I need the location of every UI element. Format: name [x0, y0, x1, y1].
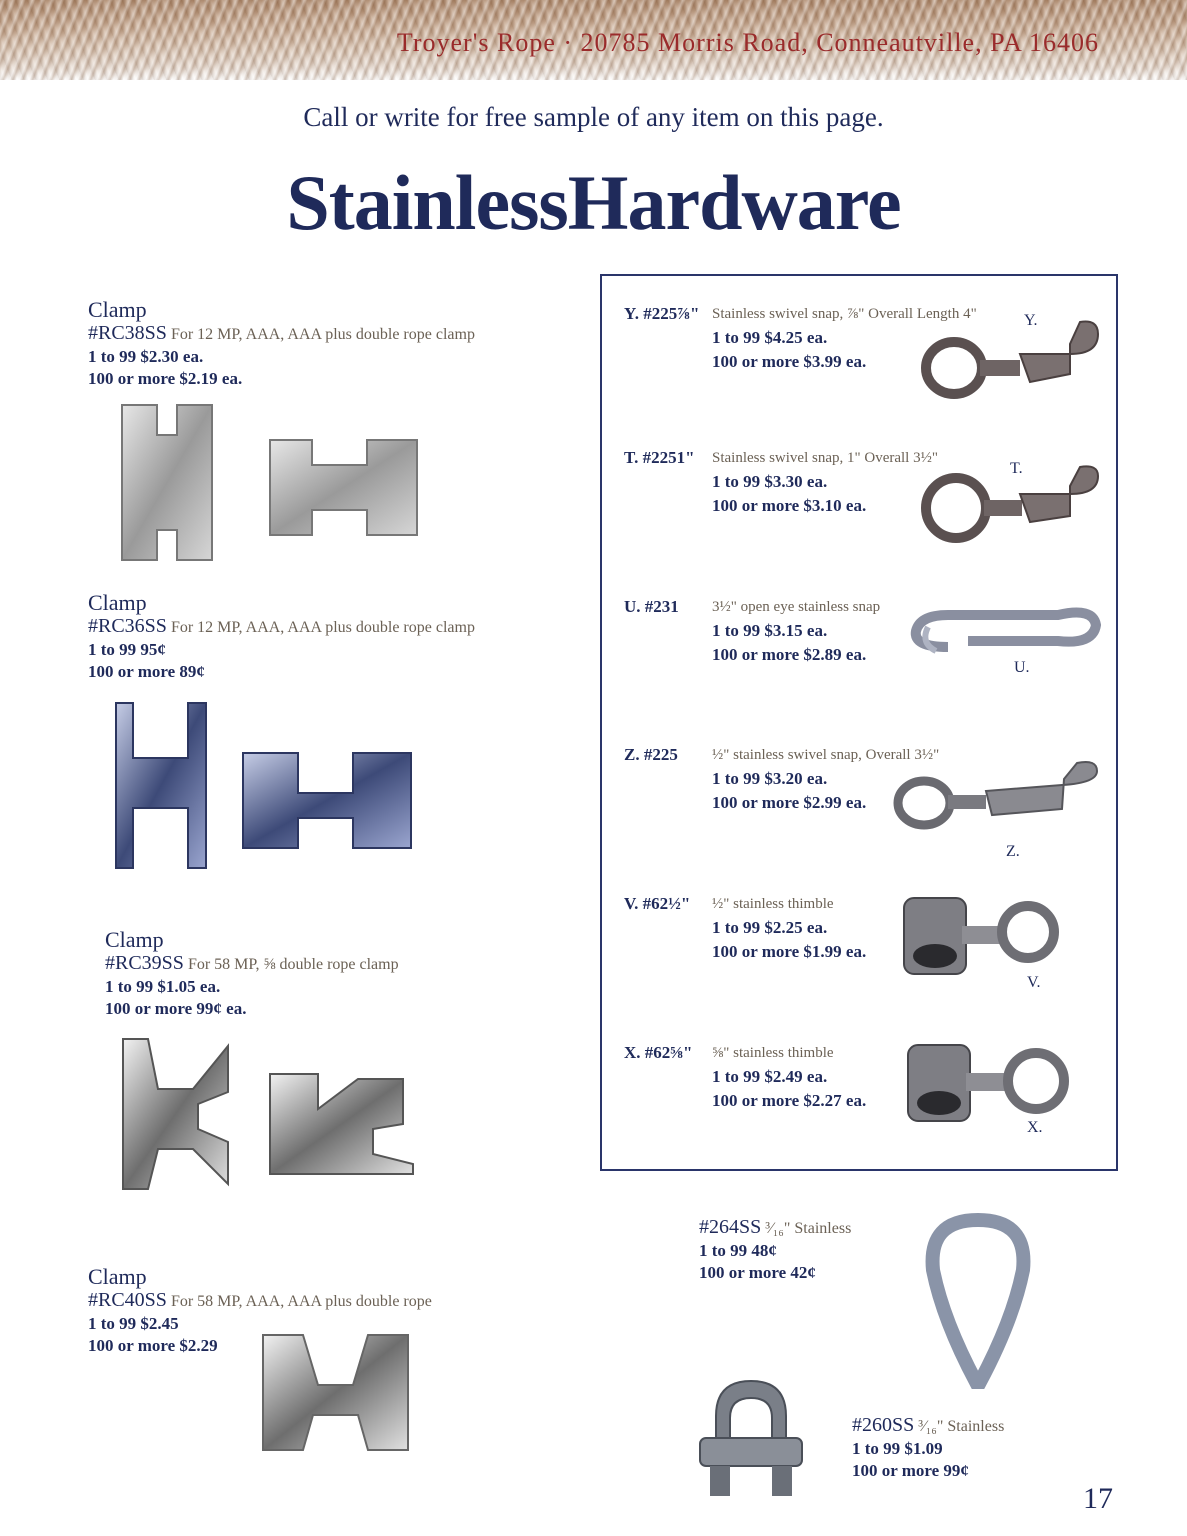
snap-code: V. #62½"	[624, 894, 691, 913]
clamp-price-1: 1 to 99 $1.05 ea.	[105, 977, 221, 996]
clamp-desc: For 12 MP, AAA, AAA plus double rope clamp	[170, 326, 475, 343]
clamp-rc36ss	[88, 591, 475, 683]
snap-item-x	[602, 1043, 1116, 1153]
snap-item-z	[602, 745, 1116, 865]
snap-label: U.	[1014, 659, 1030, 676]
snap-label: X.	[1027, 1119, 1043, 1136]
snap-price-2: 100 or more $3.99 ea.	[712, 352, 867, 371]
wire-thimble-image	[918, 1210, 1038, 1390]
snap-code: T. #2251"	[624, 448, 695, 467]
clamp-code: #RC39SS	[105, 952, 184, 974]
clamp-code: #RC36SS	[88, 615, 167, 637]
snap-desc: ⅝" stainless thimble	[712, 1045, 834, 1061]
clamp-heading: Clamp	[88, 297, 147, 322]
clamp-code: #RC40SS	[88, 1289, 167, 1311]
snap-label: Z.	[1006, 843, 1020, 860]
snap-desc: 3½" open eye stainless snap	[712, 599, 881, 615]
snap-price-2: 100 or more $2.89 ea.	[712, 645, 867, 664]
snap-item-y	[602, 304, 1116, 414]
snap-desc: ½" stainless swivel snap, Overall 3½"	[712, 747, 940, 763]
clamp-rc38ss	[88, 298, 475, 390]
clamp-price-1: 1 to 99 95¢	[88, 640, 166, 659]
snap-price-2: 100 or more $2.27 ea.	[712, 1091, 867, 1110]
snap-label: V.	[1027, 974, 1041, 991]
snap-price-1: 1 to 99 $2.25 ea.	[712, 918, 828, 937]
snap-item-t	[602, 448, 1116, 558]
swivel-snap-z-image	[892, 765, 1102, 840]
header-address: Troyer's Rope · 20785 Morris Road, Conneautville, PA 16406	[396, 28, 1099, 57]
clamp-desc: For 58 MP, ⅝ double rope clamp	[187, 956, 399, 973]
wire-clip-code: #260SS	[852, 1414, 915, 1436]
snap-code: U. #231	[624, 597, 679, 616]
thimble-264ss	[699, 1216, 851, 1284]
wire-clip-price-2: 100 or more 99¢	[852, 1461, 969, 1480]
snap-label: Y.	[1024, 312, 1038, 329]
snap-price-1: 1 to 99 $3.20 ea.	[712, 769, 828, 788]
snap-code: Y. #225⅞"	[624, 304, 700, 323]
thimble-code: #264SS	[699, 1216, 762, 1238]
wire-clip-desc: ³⁄₁₆" Stainless	[918, 1418, 1005, 1435]
snap-price-1: 1 to 99 $3.30 ea.	[712, 472, 828, 491]
wire-rope-clip-image	[696, 1376, 806, 1500]
snap-price-2: 100 or more $3.10 ea.	[712, 496, 867, 515]
snap-code: X. #62⅝"	[624, 1043, 693, 1062]
thimble-price-2: 100 or more 42¢	[699, 1263, 816, 1282]
clamp-price-2: 100 or more 99¢ ea.	[105, 999, 247, 1018]
snap-code: Z. #225	[624, 745, 678, 764]
clamp-price-1: 1 to 99 $2.45	[88, 1314, 179, 1333]
clamp-code: #RC38SS	[88, 322, 167, 344]
clamp-price-1: 1 to 99 $2.30 ea.	[88, 347, 204, 366]
open-eye-snap-u-image	[908, 597, 1100, 667]
clamp-rc40ss-image	[258, 1330, 418, 1460]
thimble-price-1: 1 to 99 48¢	[699, 1241, 777, 1260]
wire-clip-260ss	[852, 1414, 1004, 1482]
snap-price-2: 100 or more $2.99 ea.	[712, 793, 867, 812]
clamp-rc38ss-image	[112, 400, 432, 570]
snap-desc: Stainless swivel snap, ⅞" Overall Length 4"	[712, 306, 977, 322]
snap-price-2: 100 or more $1.99 ea.	[712, 942, 867, 961]
snap-desc: ½" stainless thimble	[712, 896, 834, 912]
swivel-snap-t-image	[920, 470, 1105, 550]
snap-item-v	[602, 894, 1116, 1004]
clamp-rc39ss-image	[118, 1034, 418, 1194]
clamp-heading: Clamp	[105, 927, 164, 952]
page-title: StainlessHardware	[286, 159, 901, 246]
clamp-price-2: 100 or more $2.29	[88, 1336, 218, 1355]
clamp-price-2: 100 or more 89¢	[88, 662, 205, 681]
rope-banner	[0, 0, 1187, 80]
snap-price-1: 1 to 99 $2.49 ea.	[712, 1067, 828, 1086]
wire-clip-price-1: 1 to 99 $1.09	[852, 1439, 943, 1458]
snap-price-1: 1 to 99 $3.15 ea.	[712, 621, 828, 640]
snap-label: T.	[1010, 460, 1023, 477]
clamp-rc39ss	[105, 928, 399, 1020]
call-line: Call or write for free sample of any item on this page.	[303, 102, 884, 132]
snap-price-1: 1 to 99 $4.25 ea.	[712, 328, 828, 347]
thimble-x-image	[904, 1035, 1074, 1125]
snap-desc: Stainless swivel snap, 1" Overall 3½"	[712, 450, 938, 466]
clamp-heading: Clamp	[88, 1264, 147, 1289]
snap-item-u	[602, 597, 1116, 707]
clamp-desc: For 58 MP, AAA, AAA plus double rope	[170, 1293, 432, 1310]
page-number: 17	[1083, 1482, 1113, 1515]
clamp-desc: For 12 MP, AAA, AAA plus double rope clamp	[170, 619, 475, 636]
thimble-desc: ³⁄₁₆" Stainless	[765, 1220, 852, 1237]
thimble-v-image	[900, 888, 1070, 978]
clamp-heading: Clamp	[88, 590, 147, 615]
snaps-box	[600, 274, 1118, 1171]
clamp-price-2: 100 or more $2.19 ea.	[88, 369, 243, 388]
clamp-rc36ss-image	[108, 698, 418, 878]
swivel-snap-y-image	[920, 324, 1105, 404]
